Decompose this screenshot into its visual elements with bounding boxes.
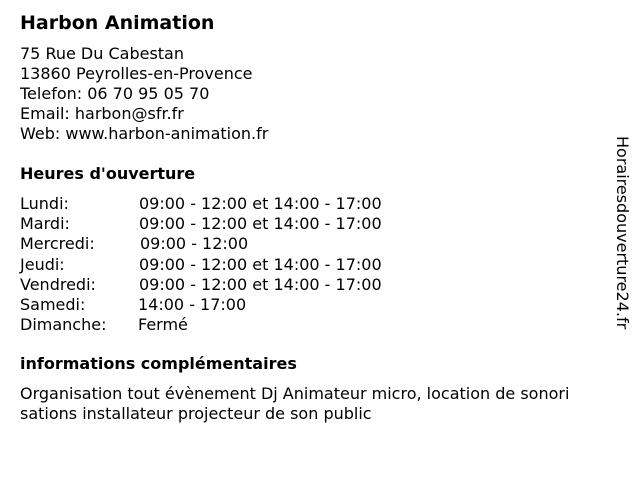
time-value: Fermé (138, 315, 188, 335)
contact-details (20, 44, 268, 144)
website-url[interactable]: Web: www.harbon-animation.fr (20, 124, 269, 143)
description-line-1: Organisation tout évènement Dj Animateur micro, location de sonori (20, 384, 570, 403)
time-value: 14:00 - 17:00 (138, 294, 247, 314)
day-label: Jeudi: (20, 254, 65, 274)
site-watermark: Horairesdouverture24.fr (613, 136, 632, 330)
day-label: Lundi: (20, 194, 69, 213)
day-label: Mardi: (20, 214, 70, 234)
address-city: 13860 Peyrolles-en-Provence (20, 64, 253, 83)
day-label: Dimanche: (20, 315, 107, 335)
additional-info-text (20, 384, 620, 424)
business-name: Harbon Animation (20, 12, 215, 34)
description-line-2: sations installateur projecteur de son public (20, 404, 372, 423)
email-address[interactable]: Email: harbon@sfr.fr (20, 104, 184, 123)
address-street: 75 Rue Du Cabestan (20, 44, 184, 63)
day-label: Samedi: (20, 294, 86, 314)
phone-number[interactable]: Telefon: 06 70 95 05 70 (20, 84, 210, 103)
day-label: Mercredi: (20, 234, 95, 254)
opening-hours-heading: Heures d'ouverture (20, 164, 196, 183)
time-value: 09:00 - 12:00 et 14:00 - 17:00 (139, 194, 382, 213)
time-value: 09:00 - 12:00 et 14:00 - 17:00 (139, 214, 382, 234)
additional-info-heading: informations complémentaires (20, 354, 297, 373)
time-value: 09:00 - 12:00 et 14:00 - 17:00 (139, 274, 382, 294)
time-value: 09:00 - 12:00 et 14:00 - 17:00 (139, 254, 382, 274)
time-value: 09:00 - 12:00 (140, 234, 249, 254)
day-label: Vendredi: (20, 274, 96, 294)
